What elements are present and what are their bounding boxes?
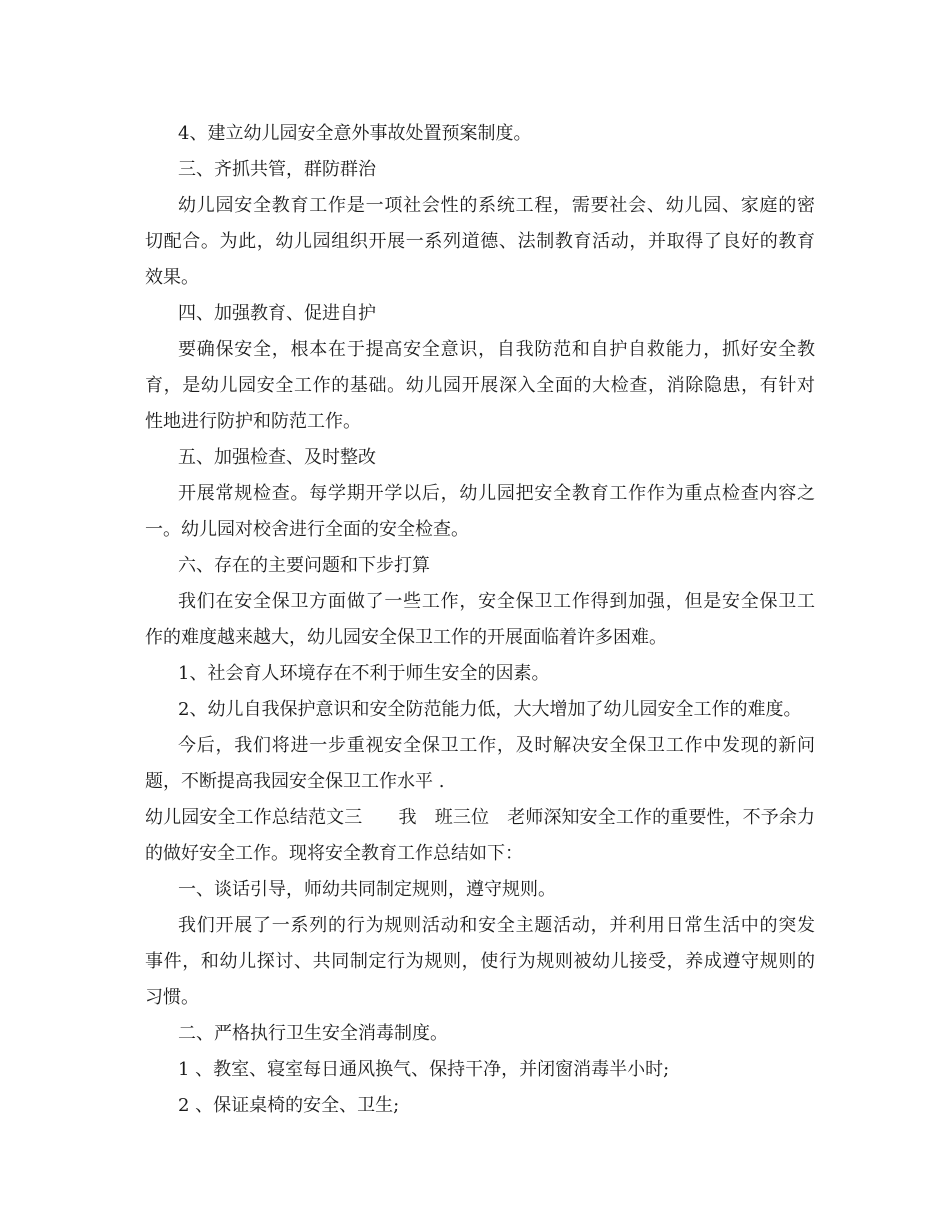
text-line: 题，不断提高我园安全保卫工作水平 . (145, 771, 445, 792)
text-line: 今后，我们将进一步重视安全保卫工作，及时解决安全保卫工作中发现的新问 (178, 735, 815, 756)
text-line: 效果。 (145, 267, 199, 288)
text-line: 作的难度越来越大，幼儿园安全保卫工作的开展面临着许多困难。 (145, 627, 667, 648)
text-line: 开展常规检查。每学期开学以后，幼儿园把安全教育工作作为重点检查内容之 (178, 483, 815, 504)
text-line: 事件，和幼儿探讨、共同制定行为规则，使行为规则被幼儿接受，养成遵守规则的 (145, 951, 815, 972)
text-line: 一。幼儿园对校舍进行全面的安全检查。 (145, 519, 469, 540)
text-line: 我们开展了一系列的行为规则活动和安全主题活动，并利用日常生活中的突发 (178, 915, 815, 936)
text-line: 的做好安全工作。现将安全教育工作总结如下： (145, 843, 523, 864)
section-heading: 一、谈话引导，师幼共同制定规则，遵守规则。 (178, 879, 556, 900)
text-line: 4、建立幼儿园安全意外事故处置预案制度。 (178, 123, 532, 144)
text-line: 切配合。为此，幼儿园组织开展一系列道德、法制教育活动，并取得了良好的教育 (145, 231, 815, 252)
text-line: 性地进行防护和防范工作。 (145, 411, 361, 432)
text-line: 要确保安全，根本在于提高安全意识，自我防范和自护自救能力，抓好安全教 (178, 339, 815, 360)
section-heading: 四、加强教育、促进自护 (178, 303, 376, 324)
article-title-line: 幼儿园安全工作总结范文三 我 班三位 老师深知安全工作的重要性，不予余力 (145, 807, 815, 828)
text-line: 育，是幼儿园安全工作的基础。幼儿园开展深入全面的大检查，消除隐患，有针对 (145, 375, 815, 396)
text-line: 幼儿园安全教育工作是一项社会性的系统工程，需要社会、幼儿园、家庭的密 (178, 195, 815, 216)
section-heading: 五、加强检查、及时整改 (178, 447, 376, 468)
list-item: 2 、保证桌椅的安全、卫生; (178, 1095, 400, 1116)
text-line: 习惯。 (145, 987, 199, 1008)
section-heading: 三、齐抓共管，群防群治 (178, 159, 376, 180)
list-item: 1、社会育人环境存在不利于师生安全的因素。 (178, 663, 550, 684)
list-item: 1 、教室、寝室每日通风换气、保持干净，并闭窗消毒半小时; (178, 1059, 670, 1080)
list-item: 2、幼儿自我保护意识和安全防范能力低，大大增加了幼儿园安全工作的难度。 (178, 699, 802, 720)
section-heading: 六、存在的主要问题和下步打算 (178, 555, 430, 576)
text-line: 我们在安全保卫方面做了一些工作，安全保卫工作得到加强，但是安全保卫工 (178, 591, 815, 612)
document-body (145, 116, 815, 1124)
section-heading: 二、严格执行卫生安全消毒制度。 (178, 1023, 448, 1044)
